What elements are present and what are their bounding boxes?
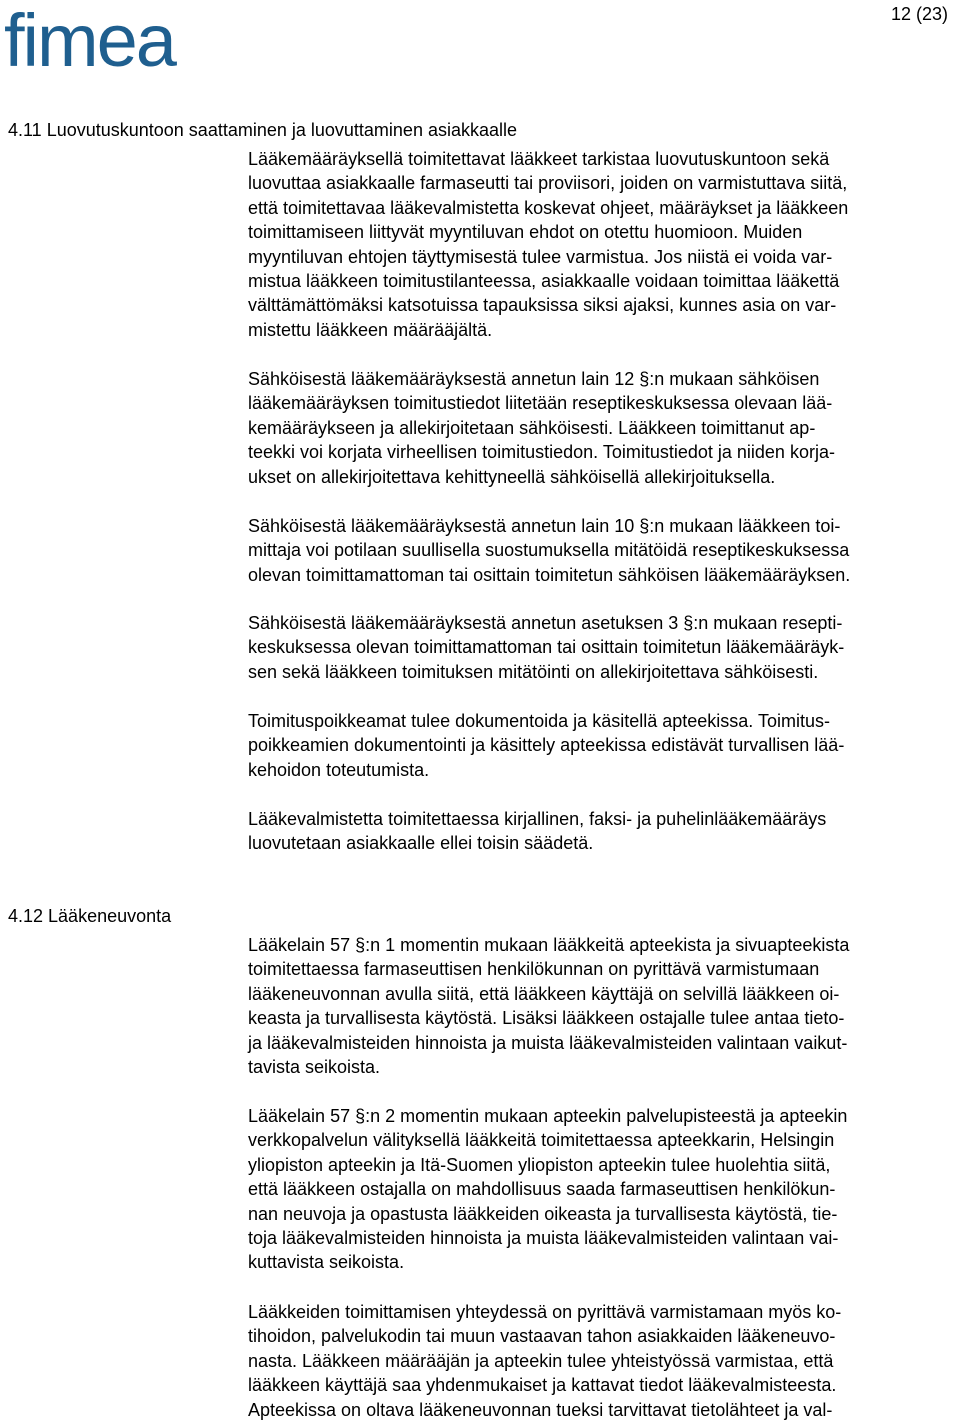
text-line: teekki voi korjata virheellisen toimitustiedon. Toimitustiedot ja niiden korja- [248, 442, 835, 463]
page-number: 12 (23) [890, 4, 948, 24]
text-line: mittaja voi potilaan suullisella suostumuksella mitätöidä reseptikeskuksessa [248, 540, 850, 561]
logo-text: fimea [4, 2, 175, 74]
paragraph [248, 367, 960, 489]
section-heading-4-11: 4.11 Luovutuskuntoon saattaminen ja luovuttaminen asiakkaalle [8, 120, 518, 140]
text-line: toimitettaessa farmaseuttisen henkilökunnan on pyrittävä varmistumaan [248, 959, 820, 980]
text-line: Lääkelain 57 §:n 1 momentin mukaan lääkkeitä apteekista ja sivuapteekista [248, 935, 850, 955]
text-line: mistua lääkkeen toimitustilanteessa, asiakkaalle voidaan toimittaa lääkettä [248, 271, 840, 292]
text-line: että lääkkeen ostajalla on mahdollisuus saada farmaseuttisen henkilökun- [248, 1179, 836, 1200]
text-line: keskuksessa olevan toimittamattoman tai osittain toimitetun lääkemääräyk- [248, 637, 845, 658]
paragraph [248, 1300, 960, 1422]
text-line: luovuttaa asiakkaalle farmaseutti tai proviisori, joiden on varmistuttava siitä, [248, 173, 848, 194]
text-line: Apteekissa on oltava lääkeneuvonnan tueksi tarvittavat tietolähteet ja val- [248, 1399, 833, 1420]
text-line: että toimitettavaa lääkevalmistetta koskevat ohjeet, määräykset ja lääkkeen [248, 197, 849, 218]
paragraph [248, 709, 960, 782]
paragraph [248, 1104, 960, 1275]
text-line: Sähköisestä lääkemääräyksestä annetun lain 12 §:n mukaan sähköisen [248, 369, 820, 389]
text-line: kemääräykseen ja allekirjoitetaan sähköisesti. Lääkkeen toimittanut ap- [248, 417, 816, 438]
text-line: toimittamiseen liittyvät myyntiluvan ehdot on otettu huomioon. Muiden [248, 222, 803, 243]
text-line: ja lääkevalmisteiden hinnoista ja muista lääkevalmisteiden valintaan vaikut- [248, 1032, 848, 1053]
paragraph [248, 147, 960, 342]
text-line: tavista seikoista. [248, 1057, 381, 1078]
text-line: mistettu lääkkeen määrääjältä. [248, 319, 493, 340]
text-line: poikkeamien dokumentointi ja käsittely apteekissa edistävät turvallisen lää- [248, 735, 845, 756]
text-line: kuttavista seikoista. [248, 1252, 405, 1273]
text-line: yliopiston apteekin ja Itä-Suomen yliopiston apteekin tulee huolehtia siitä, [248, 1154, 831, 1175]
paragraph [248, 807, 960, 856]
text-line: kehoidon toteutumista. [248, 759, 430, 780]
text-line: Sähköisestä lääkemääräyksestä annetun lain 10 §:n mukaan lääkkeen toi- [248, 516, 841, 536]
section-heading-4-12: 4.12 Lääkeneuvonta [8, 906, 172, 926]
text-line: Toimituspoikkeamat tulee dokumentoida ja käsitellä apteekissa. Toimitus- [248, 711, 830, 731]
paragraph [248, 933, 960, 1079]
text-line: sen sekä lääkkeen toimituksen mitätöinti on allekirjoitettava sähköisesti. [248, 661, 819, 682]
fimea-logo [2, 2, 212, 74]
text-line: nan neuvoja ja opastusta lääkkeiden oikeasta ja turvallisesta käytöstä, tie- [248, 1203, 838, 1224]
text-line: lääkkeen käyttäjä saa yhdenmukaiset ja kattavat tiedot lääkevalmisteesta. [248, 1375, 837, 1396]
text-line: Lääkelain 57 §:n 2 momentin mukaan apteekin palvelupisteestä ja apteekin [248, 1106, 848, 1126]
text-line: toja lääkevalmisteiden hinnoista ja muista lääkevalmisteiden valintaan vai- [248, 1228, 839, 1249]
text-line: tihoidon, palvelukodin tai muun vastaavan tahon asiakkaiden lääkeneuvo- [248, 1326, 836, 1347]
text-line: lääkeneuvonnan avulla siitä, että lääkkeen käyttäjä on selvillä lääkkeen oi- [248, 983, 840, 1004]
text-line: ukset on allekirjoitettava kehittyneellä sähköisellä allekirjoituksella. [248, 466, 776, 487]
text-line: lääkemääräyksen toimitustiedot liitetään reseptikeskuksessa olevaan lää- [248, 393, 833, 414]
text-line: olevan toimittamattoman tai osittain toimitetun sähköisen lääkemääräyksen. [248, 564, 851, 585]
text-line: Lääkkeiden toimittamisen yhteydessä on pyrittävä varmistamaan myös ko- [248, 1302, 842, 1322]
text-line: välttämättömäksi katsotuissa tapauksissa siksi ajaksi, kunnes asia on var- [248, 295, 837, 316]
text-line: luovutetaan asiakkaalle ellei toisin säädetä. [248, 833, 594, 854]
text-line: Lääkevalmistetta toimitettaessa kirjallinen, faksi- ja puhelinlääkemääräys [248, 809, 827, 829]
paragraph [248, 514, 960, 587]
text-line: keasta ja turvallisesta käytöstä. Lisäksi lääkkeen ostajalle tulee antaa tieto- [248, 1008, 845, 1029]
text-line: Sähköisestä lääkemääräyksestä annetun asetuksen 3 §:n mukaan resepti- [248, 613, 843, 633]
paragraph [248, 611, 960, 684]
text-line: verkkopalvelun välityksellä lääkkeitä toimitettaessa apteekkarin, Helsingin [248, 1130, 835, 1151]
text-line: nasta. Lääkkeen määrääjän ja apteekin tulee yhteistyössä varmistaa, että [248, 1350, 834, 1371]
text-line: Lääkemääräyksellä toimitettavat lääkkeet tarkistaa luovutuskuntoon sekä [248, 149, 830, 169]
text-line: myyntiluvan ehtojen täyttymisestä tulee varmistua. Jos niistä ei voida var- [248, 246, 833, 267]
